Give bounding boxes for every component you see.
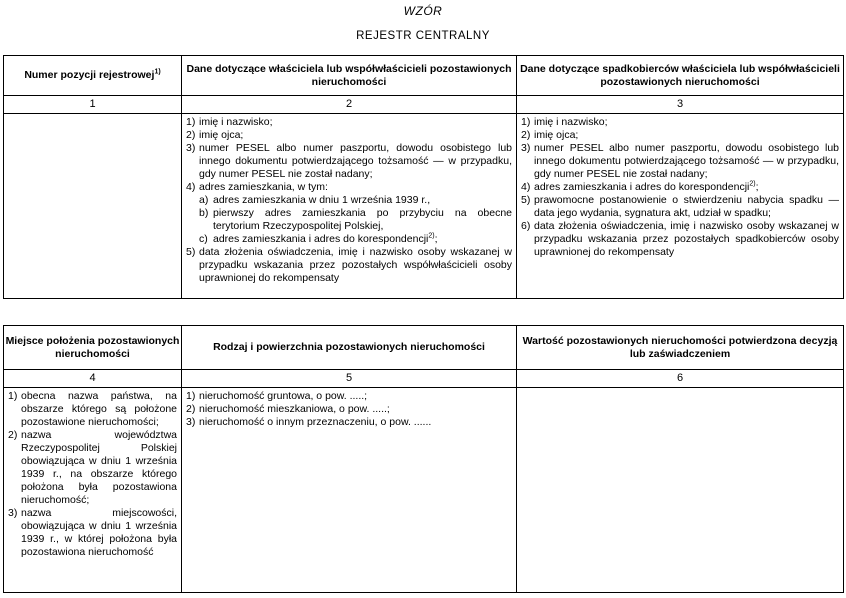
column-number-4: 4 [4, 370, 182, 388]
list-item: 1) nieruchomość gruntowa, o pow. .....; [186, 390, 368, 402]
heading-property-type-area: Rodzaj i powierzchnia pozostawionych nieruchomości [182, 326, 517, 370]
column-number-1: 1 [4, 96, 182, 114]
list-item: 5) prawomocne postanowienie o stwierdzeniu nabycia spadku — data jego wydania, sygnatura akt, udział w spadku; [521, 194, 839, 219]
list-item: 2) nazwa województwa Rzeczypospolitej Polskiej obowiązująca w dniu 1 września 1939 r., na obszarze którego położona była pozostawiona nieruchomość; [8, 429, 177, 506]
heirs-data-list [521, 116, 839, 259]
document-subtitle: REJESTR CENTRALNY [356, 30, 490, 42]
list-item: 2) imię ojca; [521, 129, 579, 141]
column-number-3: 3 [517, 96, 844, 114]
address-sublist [199, 194, 512, 246]
property-location-list [8, 390, 177, 559]
column-number-5: 5 [182, 370, 517, 388]
list-item: 1) imię i nazwisko; [521, 116, 608, 128]
owner-data-list [186, 116, 512, 285]
sub-list-item: b) pierwszy adres zamieszkania po przybyciu na obecne terytorium Rzeczypospolitej Polskiej, [199, 207, 512, 232]
list-item: 2) nieruchomość mieszkaniowa, o pow. .....; [186, 403, 390, 415]
heading-property-value: Wartość pozostawionych nieruchomości potwierdzona decyzją lub zaświadczeniem [517, 326, 844, 370]
property-location-cell [4, 388, 182, 593]
heading-registry-number: Numer pozycji rejestrowej$^{1)}$ [4, 56, 182, 96]
registry-number-cell [4, 114, 182, 299]
list-item: 4) adres zamieszkania, w tym: a) adres zamieszkania w dniu 1 września 1939 r., b) pierwszy adres zamieszkania po przybyciu na obecne terytorium Rzeczypospolitej Polskiej, c) adres zamieszkania i adres do korespondencji$^{2)}$; [186, 181, 512, 245]
document-title: WZÓR [403, 4, 443, 18]
footnote-marker: 1) [154, 68, 161, 76]
list-item: 3) numer PESEL albo numer paszportu, dowodu osobistego lub innego dokumentu potwierdzającego tożsamość — w przypadku, gdy numer PESEL nie został nadany; [186, 142, 512, 180]
registry-table-2 [3, 325, 844, 593]
property-type-area-cell [182, 388, 517, 593]
list-item: 1) imię i nazwisko; [186, 116, 273, 128]
heading-property-location: Miejsce położenia pozostawionych nieruchomości [4, 326, 182, 370]
sub-list-item: c) adres zamieszkania i adres do korespondencji$^{2)}$; [199, 232, 438, 245]
list-item: 3) nieruchomość o innym przeznaczeniu, o pow. ...... [186, 416, 432, 428]
list-item: 3) nazwa miejscowości, obowiązująca w dniu 1 września 1939 r., w której położona była pozostawiona nieruchomość [8, 507, 177, 558]
owner-data-cell [182, 114, 517, 299]
column-number-2: 2 [182, 96, 517, 114]
sub-list-item: a) adres zamieszkania w dniu 1 września 1939 r., [199, 194, 431, 206]
heading-heirs-data: Dane dotyczące spadkobierców właściciela lub współwłaścicieli pozostawionych nieruchomości [517, 56, 844, 96]
list-item: 3) numer PESEL albo numer paszportu, dowodu osobistego lub innego dokumentu potwierdzającego tożsamość — w przypadku, gdy numer PESEL nie został nadany; [521, 142, 839, 180]
column-number-6: 6 [517, 370, 844, 388]
heading-owner-data: Dane dotyczące właściciela lub współwłaścicieli pozostawionych nieruchomości [182, 56, 517, 96]
list-item: 6) data złożenia oświadczenia, imię i nazwisko osoby wskazanej w przypadku wskazania przez pozostałych spadkobierców osoby uprawnionej do rekompensaty [521, 220, 839, 258]
heirs-data-cell [517, 114, 844, 299]
list-item: 1) obecna nazwa państwa, na obszarze którego są położone pozostawione nieruchomości; [8, 390, 177, 428]
footnote-marker: 2) [749, 180, 756, 188]
registry-table-1 [3, 55, 844, 299]
list-item: 5) data złożenia oświadczenia, imię i nazwisko osoby wskazanej w przypadku wskazania przez pozostałych współwłaścicieli osoby uprawnionej do rekompensaty [186, 246, 512, 284]
list-item: 4) adres zamieszkania i adres do korespondencji$^{2)}$; [521, 180, 759, 193]
property-type-list [186, 390, 512, 429]
footnote-marker: 2) [428, 232, 435, 240]
list-item: 2) imię ojca; [186, 129, 244, 141]
property-value-cell [517, 388, 844, 593]
